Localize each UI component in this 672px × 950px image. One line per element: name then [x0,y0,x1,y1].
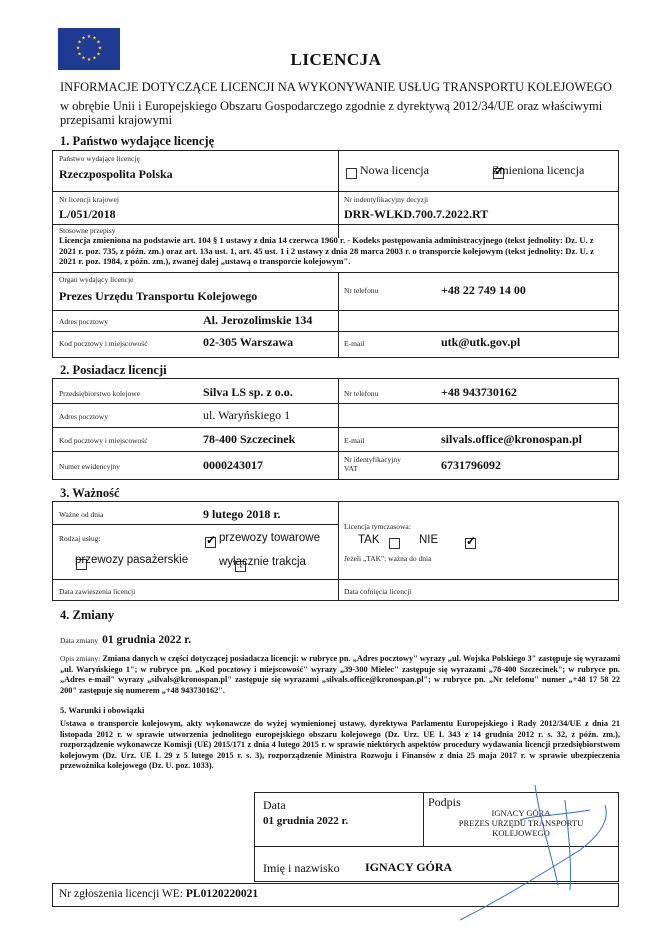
valid-from-value: 9 lutego 2018 r. [203,507,281,521]
section2-box [52,378,619,480]
svg-text:★: ★ [86,34,92,40]
page-title: LICENCJA [290,50,382,69]
svg-text:★: ★ [81,55,86,62]
change-desc-value: Zmiana danych w części dotyczącej posiadacza licencji: w rubryce pn. „Adres pocztowy" wyrazy „ul. Wojska Polskiego 3" zastępuje się wyrazami „ul. Waryńskiego 1"; w rubryce pn. „Kod pocztowy i miejscowość" wyrazy „39-300 Mielec" zastępuje się wyrazami „78-400 Szczecinek"; w rubryce pn. „Adres e-mail" wyrazy „silvals@kronospan.pl" zastępuje się wyrazami „silvals.office@kronospan.pl"; w rubryce pn. „Nr telefonu" numer „+48 17 58 22 200" zastępuje się numerem „+48 943730162". [60,654,620,695]
valid-from-label: Ważne od dnia [59,510,104,519]
svg-text:★: ★ [77,51,82,58]
svg-text:★: ★ [96,39,101,46]
svg-text:★: ★ [77,39,82,46]
traction-label: wyłącznie trakcja [219,556,306,568]
changed-licence-label: Zmieniona licencja [492,163,585,177]
new-licence-label: Nowa licencja [360,163,429,177]
svg-text:★: ★ [92,35,97,42]
authority-postcode-value: 02-305 Warszawa [203,335,294,349]
authority-label: Organ wydający licencje [59,275,134,284]
new-licence-checkbox[interactable] [346,168,357,179]
decision-id-label: Nr indentyfikacyjny decyzji [344,195,429,204]
stamp-line2: PREZES URZĘDU TRANSPORTU [458,818,584,828]
reg-no-value: 0000243017 [203,458,263,472]
section5-heading: 5. Warunki i obowiązki [60,705,145,715]
passenger-label: przewozy pasażerskie [75,554,189,566]
we-number-label: Nr zgłoszenia licencji WE: [59,888,184,900]
holder-address-label: Adres pocztowy [59,412,108,421]
holder-phone-label: Nr telefonu [344,389,379,398]
change-desc-label: Opis zmiany: [60,654,101,663]
temporary-no-checkbox[interactable] [465,538,476,549]
section3-box [52,501,619,601]
decision-id-value: DRR-WLKD.700.7.2022.RT [344,207,489,221]
section4-heading: 4. Zmiany [60,608,115,622]
authority-postcode-label: Kod pocztowy i miejscowość [59,339,148,348]
if-yes-label: Jeżeli „TAK": ważna do dnia [344,554,432,563]
freight-checkbox[interactable] [205,537,216,548]
holder-postcode-value: 78-400 Szczecinek [203,432,296,446]
we-number-row [59,888,258,900]
national-no-label: Nr licencji krajowej [59,195,119,204]
temporary-yes-label: TAK [358,534,380,546]
company-value: Silva LS sp. z o.o. [203,385,293,399]
holder-email-label: E-mail [344,436,365,445]
subtitle-line2: w obrębie Unii i Europejskiego Obszaru Gospodarczego zgodnie z dyrektywą 2012/34/UE oraz właściwymi przepisami krajowymi [60,99,603,127]
authority-email-value: utk@utk.gov.pl [441,335,521,349]
stamp-line3: KOLEJOWEGO [492,828,550,838]
authority-phone-value: +48 22 749 14 00 [441,283,526,297]
provisions-value: Licencja zmieniona na podstawie art. 104 § 1 ustawy z dnia 14 czerwca 1960 r. - Kodeks postępowania administracyjnego (tekst jednolity: Dz. U. z 2021 r. poz. 735, z późn. zm.) oraz art. 13a ust. 1, art. 45 ust. 1 i 2 ustawy z dnia 28 marca 2003 r. o transporcie kolejowym (tekst jednolity: Dz. U. z 2021 r. poz. 1984, z późn. zm.), zwanej dalej „ustawą o transporcie kolejowym". [59,235,594,266]
withdrawal-label: Data cofnięcia licencji [344,587,412,596]
svg-text:★: ★ [86,57,92,63]
name-label: Imię i nazwisko [263,861,340,875]
authority-phone-label: Nr telefonu [344,286,379,295]
conditions-text: Ustawa o transporcie kolejowym, akty wykonawcze do wyżej wymienionej ustawy, dyrektywa Parlamentu Europejskiego i Rady 2012/34/UE z dnia 21 listopada 2012 r. w sprawie utworzenia jednolitego europejskiego obszaru kolejowego (Dz. Urz. UE L 343 z 14 grudnia 2012 r. s. 32, z późn. zm.), rozporządzenie wykonawcze Komisji (UE) 2015/171 z dnia 4 lutego 2015 r. w sprawie niektórych aspektów procedury wydawania licencji przedsiębiorstwom kolejowym (Dz. Urz. UE L 29 z 5 lutego 2015 r. s. 3), rozporządzenie Ministra Rozwoju i Finansów z dnia 25 maja 2017 r. w sprawie ubezpieczenia przewoźnika kolejowego (Dz. U. poz. 1033). [60,719,620,770]
reg-no-label: Numer ewidencyjny [59,462,121,471]
services-label: Rodzaj usług: [59,534,101,543]
temporary-label: Licencja tymczasowa: [344,522,411,531]
freight-label: przewozy towarowe [219,532,320,544]
suspension-label: Data zawieszenia licencji [59,587,136,596]
stamp-line1: IGNACY GÓRA [491,808,551,818]
svg-text:★: ★ [92,55,97,62]
temporary-no-label: NIE [419,534,439,546]
change-date-row [60,630,191,648]
svg-text:★: ★ [75,45,81,52]
change-description [60,654,620,696]
temporary-yes-checkbox[interactable] [389,538,400,549]
section3-heading: 3. Ważność [60,486,120,500]
section2-heading: 2. Posiadacz licencji [60,363,167,377]
state-value: Rzeczpospolita Polska [59,167,173,181]
vat-value: 6731796092 [441,458,501,472]
authority-address-label: Adres pocztowy [59,317,108,326]
vat-label: Nr identyfikacyjny VAT [344,455,401,473]
svg-text:★: ★ [81,35,86,42]
subtitle-line1: INFORMACJE DOTYCZĄCE LICENCJI NA WYKONYWANIE USŁUG TRANSPORTU KOLEJOWEGO [60,80,612,94]
authority-address-value: Al. Jerozolimskie 134 [203,313,313,327]
company-label: Przedsiębiorstwo kolejowe [59,389,141,398]
svg-text:★: ★ [97,45,103,52]
we-number-value: PL0120220021 [185,888,259,900]
holder-phone-value: +48 943730162 [441,385,517,399]
svg-text:★: ★ [96,51,101,58]
change-date-label: Data zmiany [60,636,99,645]
holder-email-value: silvals.office@kronospan.pl [441,432,582,446]
holder-address-value: ul. Waryńskiego 1 [203,408,291,422]
provisions-label: Stosowne przepisy [59,226,116,235]
national-no-value: L/051/2018 [59,207,116,221]
handwritten-signature [440,780,620,930]
change-date-value: 01 grudnia 2022 r. [102,634,192,646]
authority-email-label: E-mail [344,339,365,348]
sign-date-label: Data [263,798,286,812]
sign-date-value: 01 grudnia 2022 r. [263,815,349,827]
sign-label: Podpis [428,795,461,809]
state-label: Państwo wydające licencję [59,154,140,163]
section1-box [52,150,619,358]
authority-value: Prezes Urzędu Transportu Kolejowego [59,289,258,303]
name-value: IGNACY GÓRA [365,860,453,874]
section1-heading: 1. Państwo wydające licencję [60,134,215,148]
holder-postcode-label: Kod pocztowy i miejscowość [59,436,148,445]
